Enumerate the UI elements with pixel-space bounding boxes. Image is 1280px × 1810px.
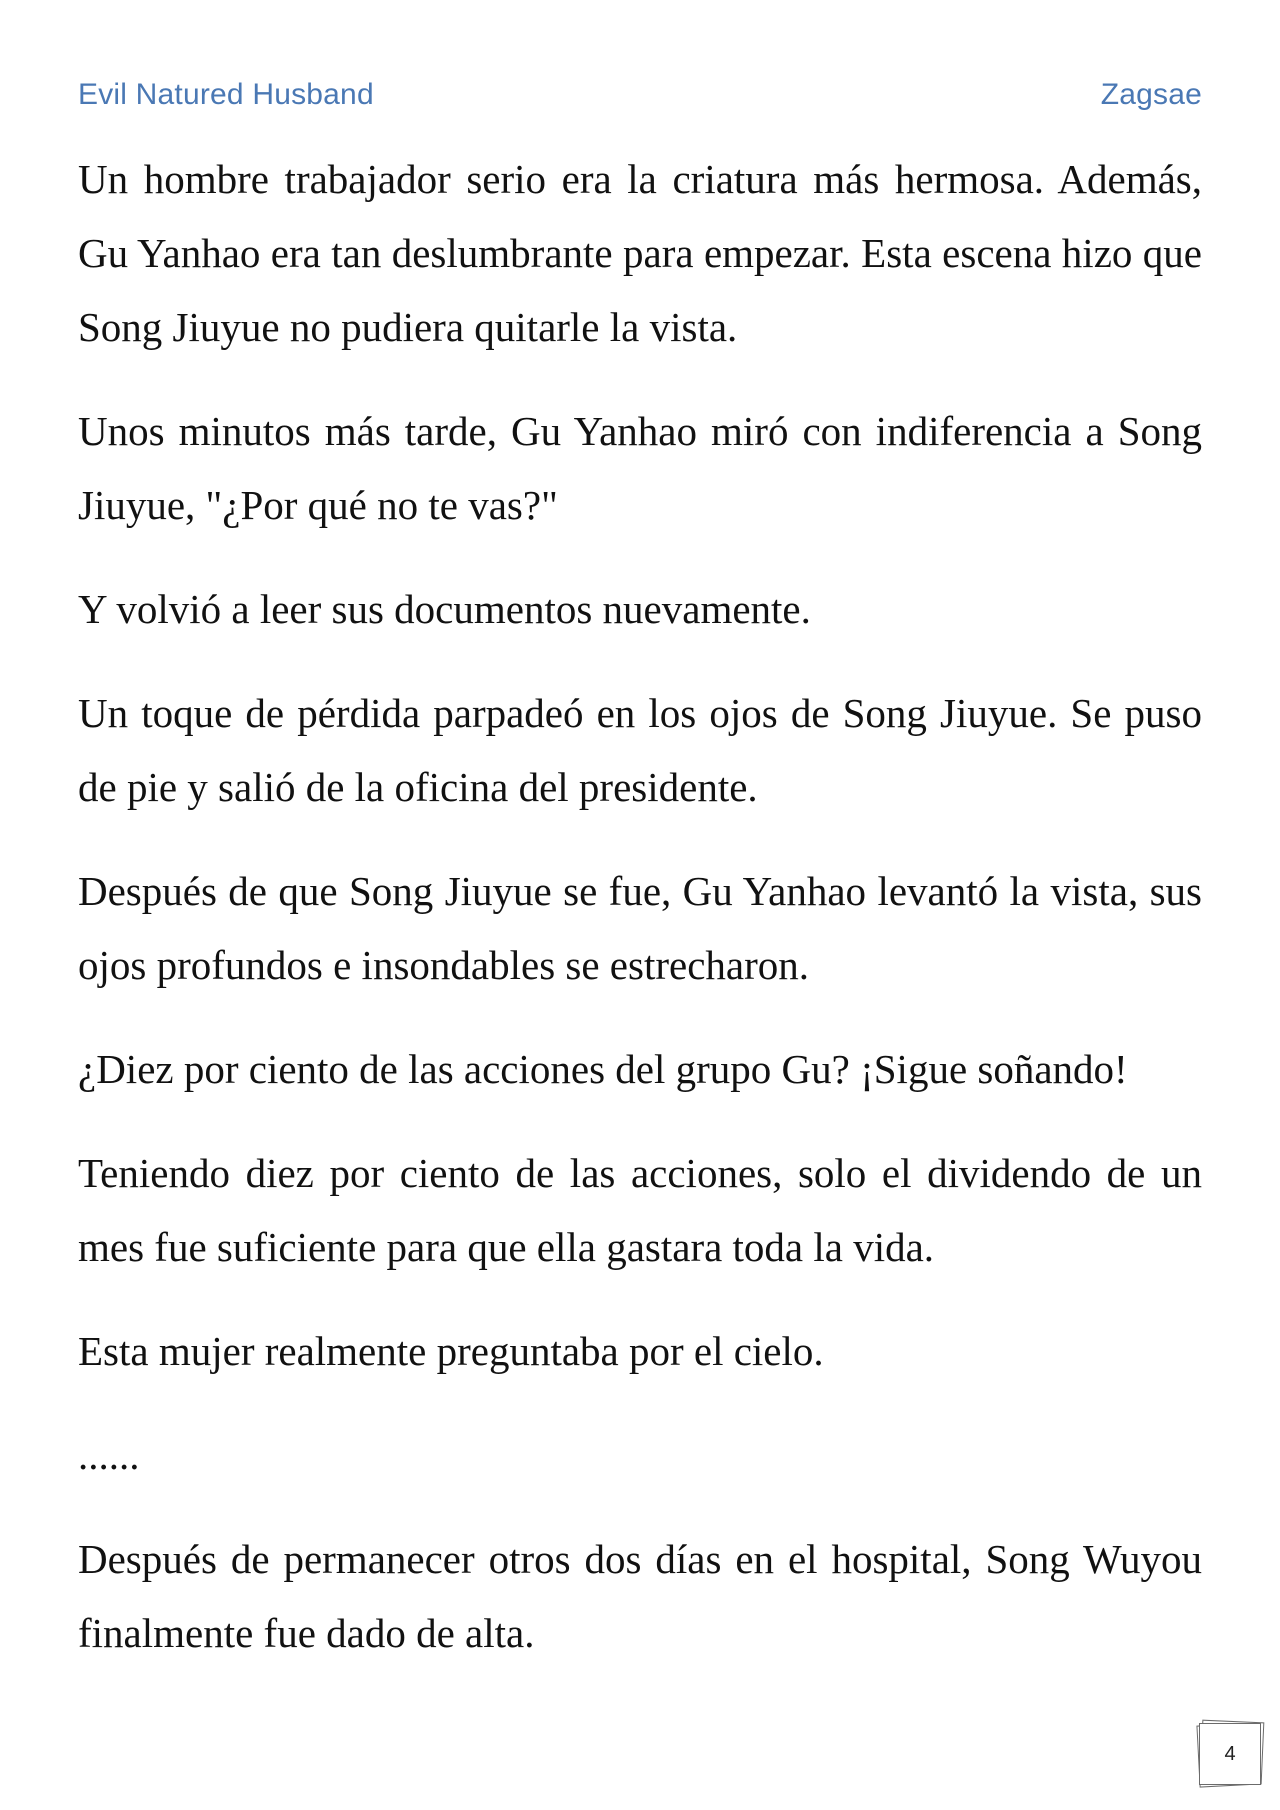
body-text bbox=[78, 142, 1202, 1700]
scene-break: ...... bbox=[78, 1432, 140, 1478]
paragraph: Esta mujer realmente preguntaba por el cielo. bbox=[78, 1328, 824, 1374]
paragraph: Un hombre trabajador serio era la criatura más hermosa. Además, Gu Yanhao era tan deslumbrante para empezar. Esta escena hizo que Song Jiuyue no pudiera quitarle la vista. bbox=[78, 156, 1202, 350]
author-name: Zagsae bbox=[1100, 78, 1202, 111]
book-title: Evil Natured Husband bbox=[78, 78, 374, 111]
paragraph: Y volvió a leer sus documentos nuevamente. bbox=[78, 586, 811, 632]
page-number: 4 bbox=[1224, 1743, 1236, 1765]
paragraph: Después de permanecer otros dos días en el hospital, Song Wuyou finalmente fue dado de alta. bbox=[78, 1536, 1202, 1656]
paragraph: Un toque de pérdida parpadeó en los ojos de Song Jiuyue. Se puso de pie y salió de la oficina del presidente. bbox=[78, 690, 1202, 810]
paragraph: Unos minutos más tarde, Gu Yanhao miró con indiferencia a Song Jiuyue, "¿Por qué no te vas?" bbox=[78, 408, 1202, 528]
paragraph: ¿Diez por ciento de las acciones del grupo Gu? ¡Sigue soñando! bbox=[78, 1046, 1128, 1092]
running-header bbox=[78, 78, 1202, 122]
page-number-box bbox=[1196, 1720, 1264, 1788]
paragraph: Después de que Song Jiuyue se fue, Gu Yanhao levantó la vista, sus ojos profundos e insondables se estrecharon. bbox=[78, 868, 1202, 988]
paragraph: Teniendo diez por ciento de las acciones, solo el dividendo de un mes fue suficiente para que ella gastara toda la vida. bbox=[78, 1150, 1202, 1270]
